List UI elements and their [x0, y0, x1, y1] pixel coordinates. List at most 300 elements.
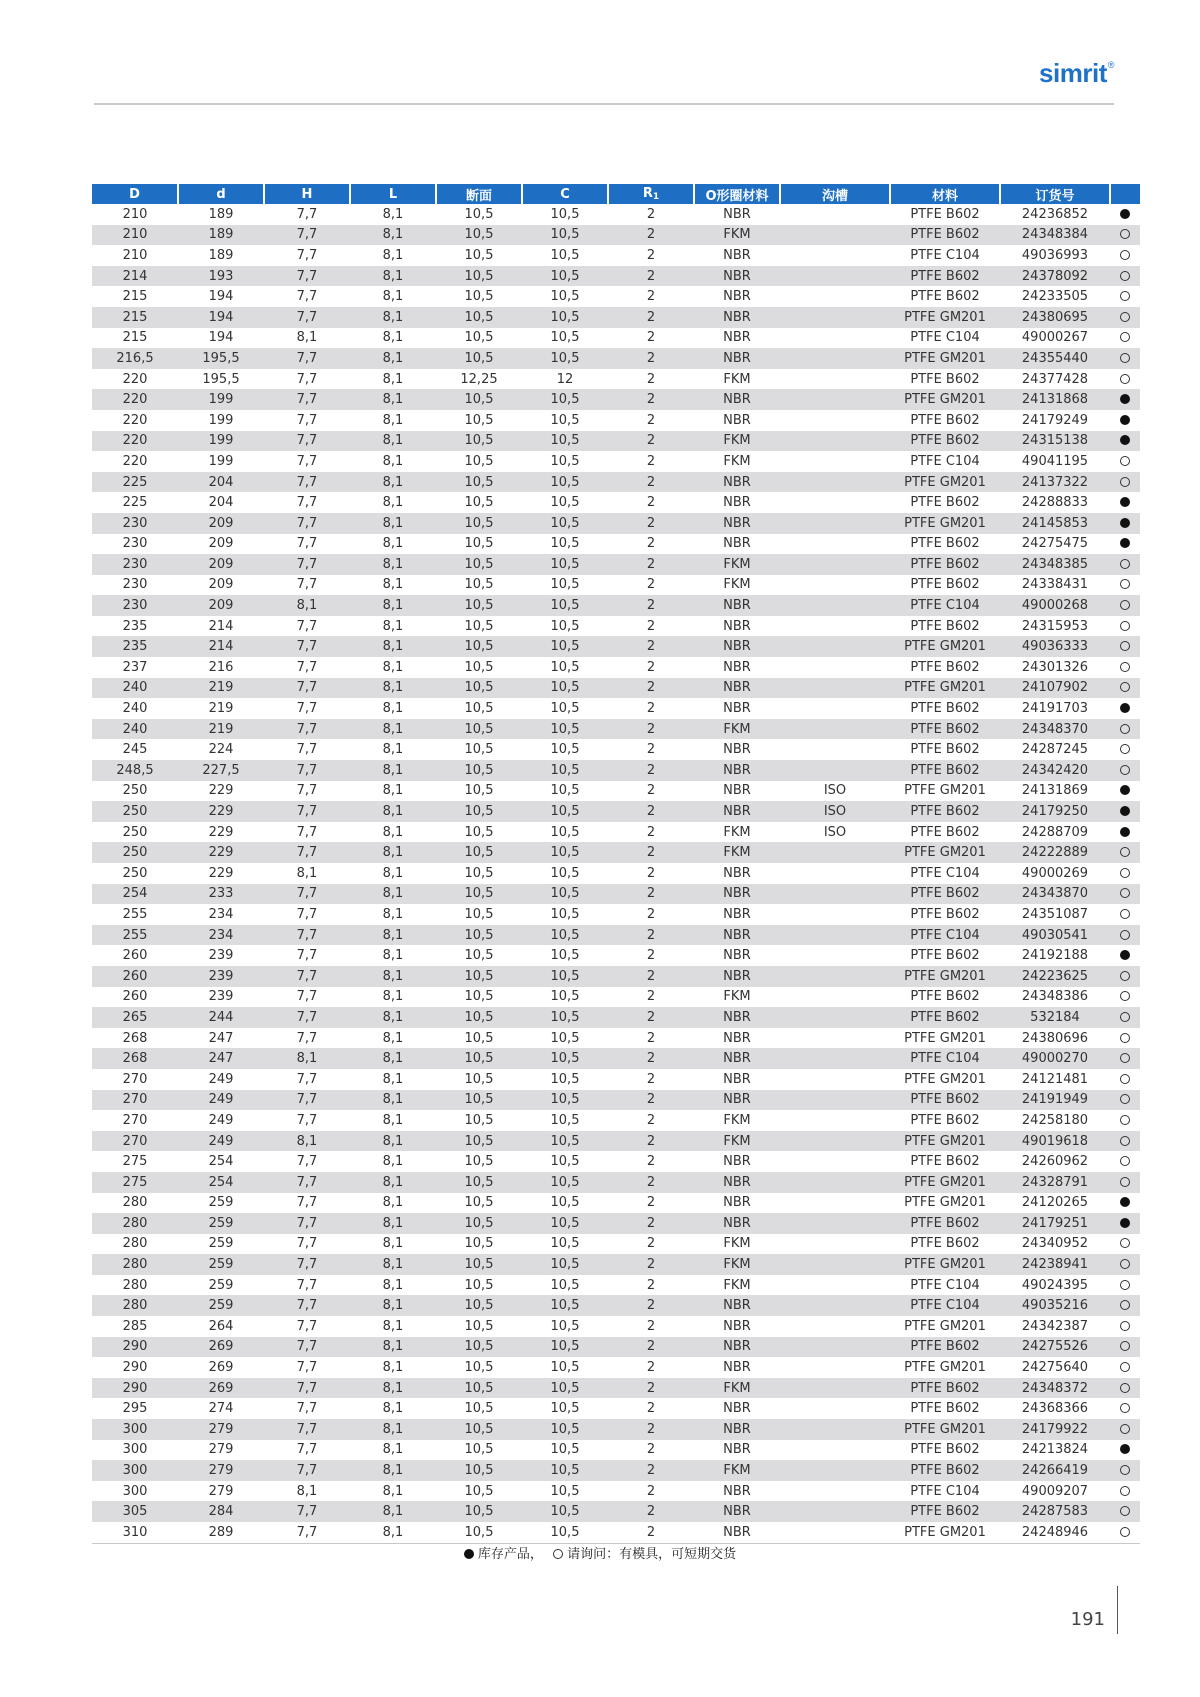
cell-H: 8,1: [264, 1048, 350, 1069]
cell-oring-material: NBR: [694, 781, 780, 802]
cell-oring-material: NBR: [694, 595, 780, 616]
cell-R1: 2: [608, 595, 694, 616]
open-circle-icon: [1120, 600, 1130, 610]
cell-C: 10,5: [522, 1357, 608, 1378]
cell-R1: 2: [608, 863, 694, 884]
cell-section: 10,5: [436, 1131, 522, 1152]
cell-H: 8,1: [264, 1131, 350, 1152]
cell-D: 220: [92, 410, 178, 431]
cell-oring-material: FKM: [694, 987, 780, 1008]
table-row: [92, 760, 1140, 781]
cell-groove: [780, 348, 890, 369]
cell-C: 10,5: [522, 266, 608, 287]
cell-material: PTFE GM201: [890, 1131, 1000, 1152]
cell-H: 7,7: [264, 1440, 350, 1461]
cell-R1: 2: [608, 1131, 694, 1152]
open-circle-icon: [1120, 1383, 1130, 1393]
cell-L: 8,1: [350, 1007, 436, 1028]
table-row: [92, 328, 1140, 349]
cell-d: 216: [178, 657, 264, 678]
table-row: [92, 678, 1140, 699]
cell-material: PTFE C104: [890, 863, 1000, 884]
cell-D: 240: [92, 678, 178, 699]
cell-oring-material: NBR: [694, 286, 780, 307]
cell-C: 10,5: [522, 225, 608, 246]
table-row: [92, 431, 1140, 452]
cell-R1: 2: [608, 245, 694, 266]
cell-D: 235: [92, 636, 178, 657]
cell-groove: [780, 225, 890, 246]
cell-L: 8,1: [350, 925, 436, 946]
open-circle-icon: [1120, 312, 1130, 322]
cell-availability: [1110, 1501, 1140, 1522]
cell-d: 259: [178, 1213, 264, 1234]
open-circle-icon: [1120, 1527, 1130, 1537]
page-number-divider: [1117, 1586, 1118, 1634]
cell-R1: 2: [608, 904, 694, 925]
table-row: [92, 1254, 1140, 1275]
cell-H: 7,7: [264, 1357, 350, 1378]
filled-circle-icon: [1120, 518, 1130, 528]
cell-D: 300: [92, 1481, 178, 1502]
open-circle-icon: [1120, 682, 1130, 692]
table-header-row: [92, 184, 1140, 204]
cell-C: 10,5: [522, 1110, 608, 1131]
table-row: [92, 575, 1140, 596]
table-row: [92, 945, 1140, 966]
cell-d: 269: [178, 1378, 264, 1399]
table-row: [92, 492, 1140, 513]
cell-oring-material: NBR: [694, 1172, 780, 1193]
cell-H: 7,7: [264, 266, 350, 287]
cell-order-no: 532184: [1000, 1007, 1110, 1028]
table-row: [92, 204, 1140, 225]
cell-section: 10,5: [436, 554, 522, 575]
cell-material: PTFE B602: [890, 1090, 1000, 1111]
cell-groove: [780, 1440, 890, 1461]
cell-material: PTFE GM201: [890, 1316, 1000, 1337]
cell-availability: [1110, 513, 1140, 534]
cell-D: 254: [92, 884, 178, 905]
table-row: [92, 1048, 1140, 1069]
cell-H: 7,7: [264, 719, 350, 740]
cell-oring-material: FKM: [694, 1275, 780, 1296]
cell-section: 10,5: [436, 1378, 522, 1399]
cell-L: 8,1: [350, 1131, 436, 1152]
filled-circle-icon: [1120, 415, 1130, 425]
cell-availability: [1110, 842, 1140, 863]
cell-L: 8,1: [350, 431, 436, 452]
table-row: [92, 245, 1140, 266]
cell-order-no: 24368366: [1000, 1398, 1110, 1419]
cell-groove: [780, 595, 890, 616]
cell-groove: [780, 636, 890, 657]
cell-R1: 2: [608, 739, 694, 760]
cell-R1: 2: [608, 225, 694, 246]
cell-d: 209: [178, 534, 264, 555]
cell-R1: 2: [608, 1419, 694, 1440]
cell-d: 269: [178, 1337, 264, 1358]
cell-C: 10,5: [522, 1337, 608, 1358]
cell-D: 270: [92, 1090, 178, 1111]
cell-R1: 2: [608, 1275, 694, 1296]
cell-L: 8,1: [350, 739, 436, 760]
table-row: [92, 1234, 1140, 1255]
cell-C: 10,5: [522, 575, 608, 596]
table-row: [92, 925, 1140, 946]
table-row: [92, 904, 1140, 925]
cell-oring-material: FKM: [694, 1110, 780, 1131]
cell-C: 10,5: [522, 1254, 608, 1275]
cell-R1: 2: [608, 431, 694, 452]
cell-section: 10,5: [436, 1275, 522, 1296]
cell-availability: [1110, 698, 1140, 719]
cell-D: 268: [92, 1028, 178, 1049]
cell-d: 279: [178, 1481, 264, 1502]
open-circle-icon: [1120, 641, 1130, 651]
cell-section: 10,5: [436, 987, 522, 1008]
cell-section: 10,5: [436, 431, 522, 452]
cell-availability: [1110, 1069, 1140, 1090]
cell-availability: [1110, 781, 1140, 802]
cell-oring-material: FKM: [694, 554, 780, 575]
cell-C: 10,5: [522, 1378, 608, 1399]
table-row: [92, 1481, 1140, 1502]
cell-D: 280: [92, 1234, 178, 1255]
cell-oring-material: FKM: [694, 1234, 780, 1255]
cell-C: 10,5: [522, 348, 608, 369]
cell-d: 239: [178, 966, 264, 987]
table-row: [92, 636, 1140, 657]
table-row: [92, 739, 1140, 760]
open-circle-icon: [1120, 1362, 1130, 1372]
filled-circle-icon: [1120, 1444, 1130, 1454]
col-header-order-no: 订货号: [1000, 184, 1110, 204]
cell-d: 247: [178, 1048, 264, 1069]
legend-inquiry-text: 请询问：有模具，可短期交货: [567, 1547, 737, 1562]
cell-material: PTFE GM201: [890, 678, 1000, 699]
cell-H: 7,7: [264, 410, 350, 431]
open-circle-icon: [1120, 1486, 1130, 1496]
cell-material: PTFE B602: [890, 492, 1000, 513]
cell-section: 10,5: [436, 472, 522, 493]
cell-D: 240: [92, 719, 178, 740]
cell-order-no: 24233505: [1000, 286, 1110, 307]
cell-availability: [1110, 636, 1140, 657]
cell-H: 7,7: [264, 1007, 350, 1028]
cell-D: 250: [92, 781, 178, 802]
cell-C: 10,5: [522, 1172, 608, 1193]
cell-R1: 2: [608, 1048, 694, 1069]
cell-d: 195,5: [178, 348, 264, 369]
cell-D: 260: [92, 945, 178, 966]
cell-oring-material: NBR: [694, 266, 780, 287]
cell-groove: [780, 925, 890, 946]
table-row: [92, 1522, 1140, 1543]
cell-C: 10,5: [522, 328, 608, 349]
open-circle-icon: [1120, 1259, 1130, 1269]
cell-oring-material: FKM: [694, 575, 780, 596]
cell-order-no: 24348386: [1000, 987, 1110, 1008]
cell-R1: 2: [608, 472, 694, 493]
cell-R1: 2: [608, 945, 694, 966]
cell-H: 7,7: [264, 1172, 350, 1193]
cell-R1: 2: [608, 616, 694, 637]
cell-availability: [1110, 1440, 1140, 1461]
open-circle-icon: [1120, 1321, 1130, 1331]
cell-availability: [1110, 307, 1140, 328]
cell-availability: [1110, 1090, 1140, 1111]
cell-d: 204: [178, 492, 264, 513]
cell-availability: [1110, 286, 1140, 307]
table-row: [92, 616, 1140, 637]
cell-d: 219: [178, 678, 264, 699]
open-circle-icon: [1120, 1033, 1130, 1043]
cell-order-no: 49036993: [1000, 245, 1110, 266]
cell-C: 10,5: [522, 1007, 608, 1028]
cell-groove: [780, 1131, 890, 1152]
cell-D: 240: [92, 698, 178, 719]
cell-groove: [780, 534, 890, 555]
cell-D: 275: [92, 1151, 178, 1172]
open-circle-icon: [1120, 744, 1130, 754]
cell-d: 214: [178, 636, 264, 657]
cell-D: 295: [92, 1398, 178, 1419]
cell-C: 10,5: [522, 945, 608, 966]
cell-H: 7,7: [264, 1460, 350, 1481]
cell-material: PTFE B602: [890, 1007, 1000, 1028]
col-header-H: H: [264, 184, 350, 204]
table-row: [92, 1131, 1140, 1152]
cell-oring-material: FKM: [694, 842, 780, 863]
cell-material: PTFE GM201: [890, 842, 1000, 863]
cell-order-no: 49035216: [1000, 1295, 1110, 1316]
cell-availability: [1110, 1419, 1140, 1440]
cell-D: 280: [92, 1295, 178, 1316]
simrit-logo: [1039, 58, 1114, 89]
cell-L: 8,1: [350, 1378, 436, 1399]
col-header-L: L: [350, 184, 436, 204]
cell-oring-material: NBR: [694, 1316, 780, 1337]
cell-oring-material: NBR: [694, 1295, 780, 1316]
cell-R1: 2: [608, 1501, 694, 1522]
cell-L: 8,1: [350, 1481, 436, 1502]
cell-d: 244: [178, 1007, 264, 1028]
cell-H: 7,7: [264, 1069, 350, 1090]
cell-oring-material: NBR: [694, 1213, 780, 1234]
cell-d: 229: [178, 801, 264, 822]
cell-section: 10,5: [436, 1481, 522, 1502]
cell-H: 7,7: [264, 492, 350, 513]
cell-groove: [780, 1357, 890, 1378]
cell-groove: [780, 1110, 890, 1131]
cell-R1: 2: [608, 760, 694, 781]
cell-d: 247: [178, 1028, 264, 1049]
cell-D: 280: [92, 1213, 178, 1234]
cell-material: PTFE B602: [890, 1501, 1000, 1522]
cell-d: 269: [178, 1357, 264, 1378]
cell-D: 280: [92, 1193, 178, 1214]
cell-oring-material: FKM: [694, 822, 780, 843]
cell-D: 255: [92, 904, 178, 925]
cell-oring-material: NBR: [694, 636, 780, 657]
cell-groove: [780, 1460, 890, 1481]
header-rule: [94, 103, 1114, 105]
cell-order-no: 24377428: [1000, 369, 1110, 390]
cell-section: 10,5: [436, 760, 522, 781]
cell-section: 10,5: [436, 863, 522, 884]
table-row: [92, 1378, 1140, 1399]
cell-L: 8,1: [350, 554, 436, 575]
table-row: [92, 884, 1140, 905]
cell-section: 10,5: [436, 204, 522, 225]
table-row: [92, 1337, 1140, 1358]
cell-order-no: 24343870: [1000, 884, 1110, 905]
cell-material: PTFE GM201: [890, 307, 1000, 328]
cell-R1: 2: [608, 822, 694, 843]
open-circle-icon: [1120, 1094, 1130, 1104]
cell-order-no: 24131868: [1000, 389, 1110, 410]
cell-material: PTFE B602: [890, 945, 1000, 966]
cell-section: 10,5: [436, 225, 522, 246]
cell-D: 215: [92, 286, 178, 307]
cell-R1: 2: [608, 1357, 694, 1378]
cell-D: 230: [92, 534, 178, 555]
cell-H: 7,7: [264, 1193, 350, 1214]
cell-L: 8,1: [350, 1419, 436, 1440]
cell-H: 7,7: [264, 1522, 350, 1543]
table-row: [92, 1213, 1140, 1234]
cell-order-no: 24348372: [1000, 1378, 1110, 1399]
cell-L: 8,1: [350, 616, 436, 637]
cell-C: 10,5: [522, 1151, 608, 1172]
cell-R1: 2: [608, 389, 694, 410]
cell-section: 10,5: [436, 781, 522, 802]
open-circle-icon: [1120, 1403, 1130, 1413]
cell-H: 7,7: [264, 1378, 350, 1399]
cell-section: 10,5: [436, 492, 522, 513]
cell-oring-material: NBR: [694, 657, 780, 678]
cell-R1: 2: [608, 1316, 694, 1337]
cell-section: 10,5: [436, 1357, 522, 1378]
cell-L: 8,1: [350, 1048, 436, 1069]
cell-order-no: 24260962: [1000, 1151, 1110, 1172]
filled-circle-icon: [1120, 209, 1130, 219]
cell-d: 199: [178, 389, 264, 410]
open-circle-icon: [1120, 1053, 1130, 1063]
cell-section: 10,5: [436, 389, 522, 410]
cell-groove: [780, 472, 890, 493]
cell-d: 229: [178, 863, 264, 884]
cell-oring-material: NBR: [694, 1419, 780, 1440]
cell-L: 8,1: [350, 719, 436, 740]
cell-oring-material: NBR: [694, 1522, 780, 1543]
cell-C: 10,5: [522, 616, 608, 637]
open-circle-icon: [1120, 621, 1130, 631]
cell-H: 7,7: [264, 945, 350, 966]
open-circle-icon: [1120, 1177, 1130, 1187]
cell-R1: 2: [608, 451, 694, 472]
cell-material: PTFE B602: [890, 534, 1000, 555]
table-row: [92, 1398, 1140, 1419]
cell-L: 8,1: [350, 451, 436, 472]
cell-availability: [1110, 1048, 1140, 1069]
cell-R1: 2: [608, 1007, 694, 1028]
table-row: [92, 1172, 1140, 1193]
cell-R1: 2: [608, 575, 694, 596]
table-row: [92, 966, 1140, 987]
cell-H: 7,7: [264, 801, 350, 822]
cell-L: 8,1: [350, 822, 436, 843]
cell-H: 7,7: [264, 1295, 350, 1316]
table-row: [92, 595, 1140, 616]
cell-availability: [1110, 451, 1140, 472]
filled-circle-icon: [1120, 394, 1130, 404]
cell-R1: 2: [608, 286, 694, 307]
cell-material: PTFE GM201: [890, 1069, 1000, 1090]
cell-groove: [780, 204, 890, 225]
cell-oring-material: FKM: [694, 1131, 780, 1152]
cell-groove: [780, 1378, 890, 1399]
cell-groove: [780, 431, 890, 452]
cell-C: 10,5: [522, 1398, 608, 1419]
cell-d: 199: [178, 431, 264, 452]
cell-material: PTFE B602: [890, 225, 1000, 246]
cell-R1: 2: [608, 534, 694, 555]
cell-C: 10,5: [522, 884, 608, 905]
cell-H: 7,7: [264, 472, 350, 493]
cell-C: 10,5: [522, 1522, 608, 1543]
table-row: [92, 1460, 1140, 1481]
cell-d: 289: [178, 1522, 264, 1543]
open-circle-icon: [553, 1549, 563, 1559]
cell-C: 10,5: [522, 1090, 608, 1111]
cell-D: 260: [92, 987, 178, 1008]
cell-L: 8,1: [350, 904, 436, 925]
cell-C: 10,5: [522, 534, 608, 555]
cell-section: 10,5: [436, 678, 522, 699]
cell-availability: [1110, 1357, 1140, 1378]
open-circle-icon: [1120, 1156, 1130, 1166]
cell-groove: ISO: [780, 822, 890, 843]
cell-L: 8,1: [350, 1028, 436, 1049]
cell-oring-material: NBR: [694, 904, 780, 925]
cell-R1: 2: [608, 1110, 694, 1131]
cell-H: 7,7: [264, 698, 350, 719]
cell-D: 300: [92, 1440, 178, 1461]
cell-availability: [1110, 945, 1140, 966]
cell-L: 8,1: [350, 1254, 436, 1275]
cell-order-no: 24191949: [1000, 1090, 1110, 1111]
table-row: [92, 842, 1140, 863]
cell-groove: [780, 1316, 890, 1337]
cell-section: 10,5: [436, 1172, 522, 1193]
cell-L: 8,1: [350, 1460, 436, 1481]
cell-R1: 2: [608, 842, 694, 863]
cell-C: 10,5: [522, 595, 608, 616]
cell-H: 7,7: [264, 1234, 350, 1255]
cell-material: PTFE B602: [890, 698, 1000, 719]
cell-order-no: 24137322: [1000, 472, 1110, 493]
open-circle-icon: [1120, 1280, 1130, 1290]
cell-groove: [780, 657, 890, 678]
cell-groove: [780, 904, 890, 925]
cell-L: 8,1: [350, 595, 436, 616]
cell-availability: [1110, 204, 1140, 225]
cell-material: PTFE GM201: [890, 389, 1000, 410]
table-row: [92, 286, 1140, 307]
cell-order-no: 49009207: [1000, 1481, 1110, 1502]
